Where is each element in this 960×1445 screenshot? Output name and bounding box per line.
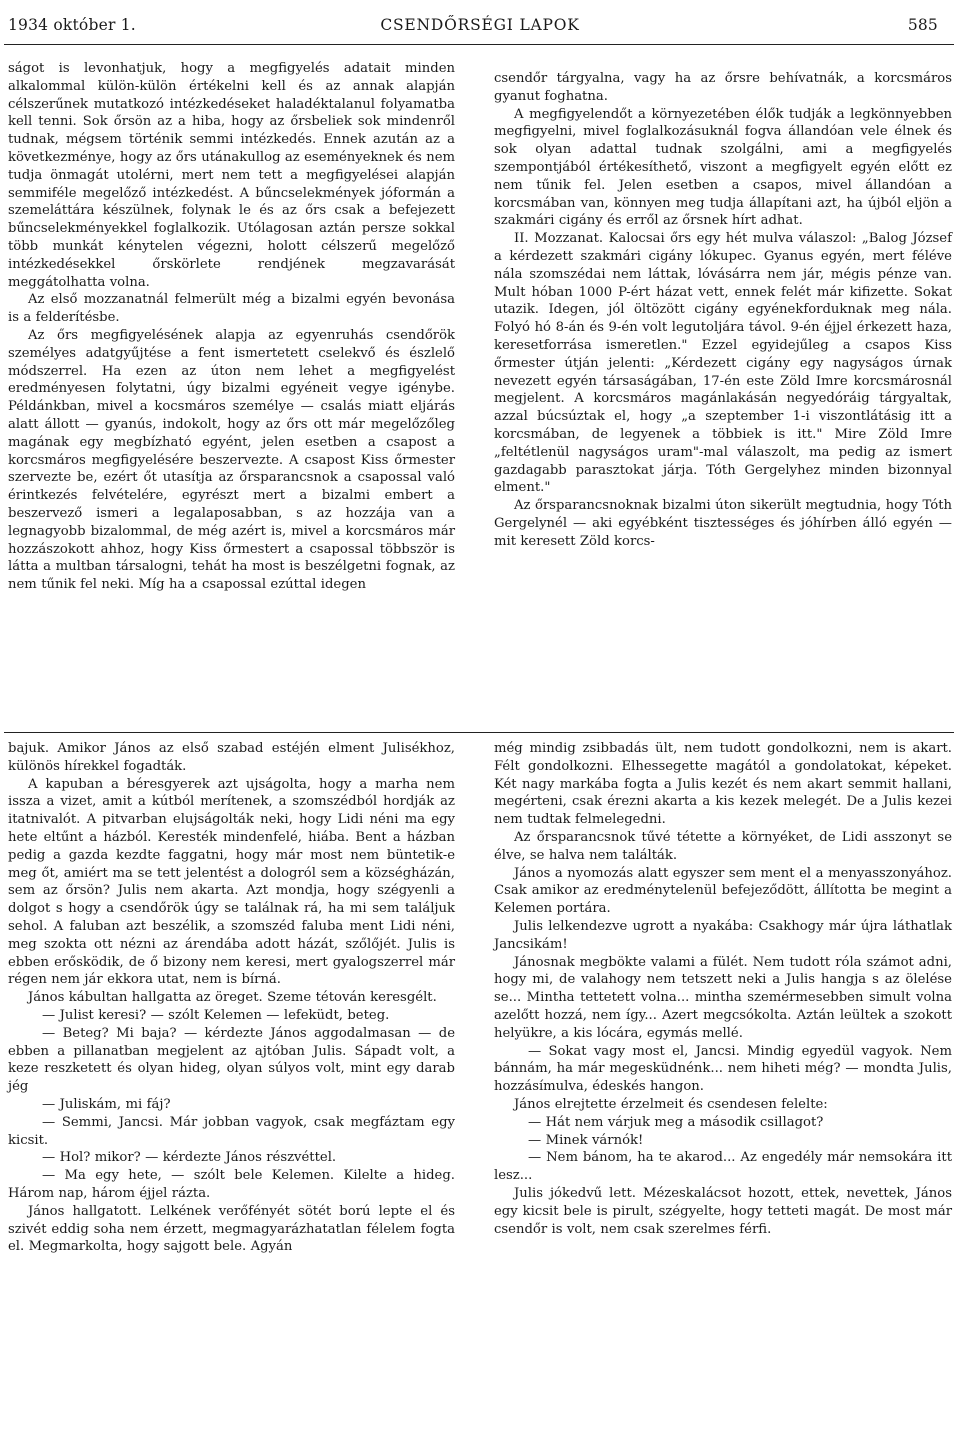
dialogue-line: — Hát nem várjuk meg a második csillagot?: [528, 1114, 824, 1130]
dialogue-line: — Juliskám, mi fáj?: [42, 1096, 171, 1112]
story-column-left: [8, 740, 455, 1256]
paragraph: bajuk. Amikor János az első szabad estéjén elment Julisékhoz, különös hírekkel fogadták.: [8, 741, 455, 774]
paragraph: ságot is levonhatjuk, hogy a megfigyelés adatait minden alkalommal külön-külön értékelni kell és az annak alapján célszerűnek mutatkozó intézkedéseket haladéktalanul folyamatba kell tenni. Sok őrsön az a hiba, hogy az őrsbeliek sok mindenről tudnak, mégsem történik semmi intézkedés. Ennek azután az a következménye, hogy az őrs utánakullog az eseményeknek és nem tudja önmagát utolérni, mert nem tett a megfigyelései alapján semmiféle megelőző intézkedést. A bűncselekmények jóformán a szemeláttára készülnek, folynak le és az őrs csak a befejezett bűncselekményekkel foglalkozik. Utólagosan aztán persze sokkal több munkát kénytelen végezni, holott célszerű megelőző intézkedésekkel őrskörlete rendjének megzavarását meggátolhatta volna.: [8, 61, 455, 290]
dialogue-line: — Nem bánom, ha te akarod... Az engedély már nemsokára itt lesz...: [494, 1150, 952, 1184]
dialogue-line: — Minek várnók!: [528, 1132, 644, 1148]
paragraph: Jánosnak megbökte valami a fülét. Nem tudott róla számot adni, hogy mi, de valahogy nem tetszett neki a Julis hangja s az ölelése se... Mintha tettetett volna... mintha szemérmesebben simult volna azelőtt hozzá, nem így... Azert megcsókolta. Aztán leültek a szokott helyükre, a kis lócára, egymás mellé.: [494, 954, 952, 1041]
dialogue-line: — Julist keresi? — szólt Kelemen — lefeküdt, beteg.: [42, 1007, 390, 1023]
paragraph: János elrejtette érzelmeit és csendesen felelte:: [514, 1096, 828, 1112]
paragraph: II. Mozzanat. Kalocsai őrs egy hét mulva válaszol: „Balog József a kérdezett szakmári cigány lókupec. Gyanus egyén, mert féléve nála szomszédai nem láttak, lóvásárra nem jár, mégis pénze van. Mult hóban 1000 P-ért házat vett, ennek felét már kifizette. Sokat utazik. Idegen, jól öltözött cigány egyénekforduknak meg nála. Folyó hó 8-án és 9-én volt legutoljára távol. 9-én éjjel érkezett haza, keresetforrása ismeretlen." Ezzel egyidejűleg a csapos Kiss őrmester útján jelenti: „Kérdezett cigány egy nagyságos úrnak nevezett egyén társaságában, 17-én este Zöld Imre korcsmárosnál megjelent. A korcsmáros magánlakásán negyedóráig tárgyaltak, azzal búcsúztak el, hogy „a szeptember 1-i viszontlátásig itt a korcsmában, de legyenek a többiek is itt." Mire Zöld Imre „feltétlenül nagyságos uram"-mal válaszolt, ma pedig az ismert gazdagabb parasztokat járja. Tóth Gergelyhez minden bizonnyal elment.": [494, 231, 952, 496]
paragraph: Az őrsparancsnok tűvé tétette a környéket, de Lidi asszonyt se élve, se halva nem találták.: [494, 829, 952, 863]
article-column-left: [8, 60, 455, 594]
paragraph: A megfigyelendőt a környezetében élők tudják a legkönnyebben megfigyelni, mivel foglalkozásuknál fogva állandóan vele élnek és sok olyan adattal tudnak szolgálni, ami a megfigyelés szempontjából értékesíthető, viszont a megfigyelt egyén előtt ez nem tűnik fel. Jelen esetben a csapos, mivel állandóan a korcsmában van, könnyen meg tudja állapítani azt, ha újból eljön a szakmári cigány és erről az őrsnek hírt adhat.: [494, 106, 952, 229]
page-number: 585: [907, 16, 938, 34]
header-rule: [4, 44, 954, 45]
dialogue-line: — Beteg? Mi baja? — kérdezte János aggodalmasan — de ebben a pillanatban megjelent az ajtóban Julis. Sápadt volt, a keze reszketett és olyan hideg, olyan súlyos volt, mint egy darab jég: [8, 1025, 455, 1095]
paragraph: Az őrs megfigyelésének alapja az egyenruhás csendőrök személyes adatgyűjtése a fent ismertetett cselekvő és észlelő módszerrel. Ha ezen az úton nem lehet a megfigyelést eredményesen folytatni, úgy bizalmi egyéneit vegye igénybe. Példánkban, mivel a kocsmáros személye — csalás miatt eljárás alatt állott — gyanús, indokolt, hogy az őrs ott már megelőzőleg magának egy megbízható egyént, jelen esetben a csapost a korcsmáros megfigyelésére beszervezte. A csapost Kiss őrmester szervezte be, ezért őt utasítja az őrsparancsnok a csapossal való érintkezés felvételére, egyrészt mert a bizalmi embert a beszervező ismeri a legalaposabban, s az hozzája van a legnagyobb bizalommal, de még azért is, mivel a korcsmáros már hozzászokott ahhoz, hogy Kiss őrmestert a csapossal többször is látta a multban társalogni, tehát ha most is beszélgetni fognak, az nem tűnik fel neki. Míg ha a csapossal ezúttal idegen: [8, 327, 455, 593]
section-divider: [4, 732, 954, 733]
dialogue-line: — Semmi, Jancsi. Már jobban vagyok, csak megfáztam egy kicsit.: [8, 1114, 455, 1148]
paragraph: János hallgatott. Lelkének verőfényét sötét ború lepte el és szivét eddig soha nem érzett, megmagyarázhatatlan félelem fogta el. Megmarkolta, hogy sajgott bele. Agyán: [8, 1203, 455, 1255]
dialogue-line: — Ma egy hete, — szólt bele Kelemen. Kilelte a hideg. Három nap, három éjjel rázta.: [8, 1168, 455, 1201]
paragraph: Julis jókedvű lett. Mézeskalácsot hozott, ettek, nevettek, János egy kicsit bele is pirult, szégyelte, hogy tetteti magát. De most már csendőr is volt, nem csak szerelmes férfi.: [494, 1185, 952, 1237]
paragraph: még mindig zsibbadás ült, nem tudott gondolkozni, nem is akart. Félt gondolkozni. Elhessegette magától a gondolatokat, képeket. Két nagy markába fogta a Julis kezét és nem akart semmit hallani, megérteni, csak érezni akarta a kis kezek melegét. De a Julis kezei nem tudtak felmelegedni.: [494, 741, 952, 828]
paragraph: Az első mozzanatnál felmerült még a bizalmi egyén bevonása is a felderítésbe.: [8, 292, 455, 326]
paragraph: Julis lelkendezve ugrott a nyakába: Csakhogy már újra láthatlak Jancsikám!: [494, 918, 952, 952]
dialogue-line: — Hol? mikor? — kérdezte János részvéttel.: [42, 1150, 337, 1166]
paragraph: csendőr tárgyalna, vagy ha az őrsre behívatnák, a korcsmáros gyanut foghatna.: [494, 71, 952, 104]
header-date: 1934 október 1.: [8, 16, 136, 34]
paragraph: János kábultan hallgatta az öreget. Szeme tétován keresgélt.: [28, 990, 437, 1006]
journal-title: CSENDŐRSÉGI LAPOK: [380, 16, 580, 34]
running-header: [0, 10, 960, 44]
paragraph: A kapuban a béresgyerek azt ujságolta, hogy a marha nem issza a vizet, amit a kútból merítenek, a szomszédból hordják az itatnivalót. A pitvarban elujságolták neki, hogy Lidi néni ma egy hete eltűnt a házból. Keresték mindenfelé, hiába. Bent a házban pedig a gazda kezdte faggatni, hogy már most nem büntetik-e meg őt, amiért ma se tett jelentést a dologról sem a községházán, sem az őrsön? Julis nem akarta. Azt mondja, hogy szégyenli a dolgot s hogy a csendőrök úgy se találnak rá, ha mi sem találjuk sehol. A faluban azt beszélik, a szomszéd faluba ment Lidi néni, meg szokta ott nézni az árendába adott házát, szőlőjét. Julis is ebben erősködik, de ő bizony nem keresi, mert gyalogszerrel már régen nem jár ekkora utat, nem is bírná.: [8, 776, 455, 988]
paragraph: Az őrsparancsnoknak bizalmi úton sikerült megtudnia, hogy Tóth Gergelynél — aki egyébként tisztességes és jóhírben álló egyén — mit keresett Zöld korcs-: [494, 498, 952, 549]
paragraph: János a nyomozás alatt egyszer sem ment el a menyasszonyához. Csak amikor az eredménytelenül befejeződött, állította be megint a Kelemen portára.: [494, 865, 952, 917]
story-column-right: [494, 740, 952, 1238]
dialogue-line: — Sokat vagy most el, Jancsi. Mindig egyedül vagyok. Nem bánnám, ha már megesküdnénk... nem hiheti még? — mondta Julis, hozzásímulva, édeskés hangon.: [494, 1043, 952, 1095]
article-column-right: [494, 70, 952, 551]
